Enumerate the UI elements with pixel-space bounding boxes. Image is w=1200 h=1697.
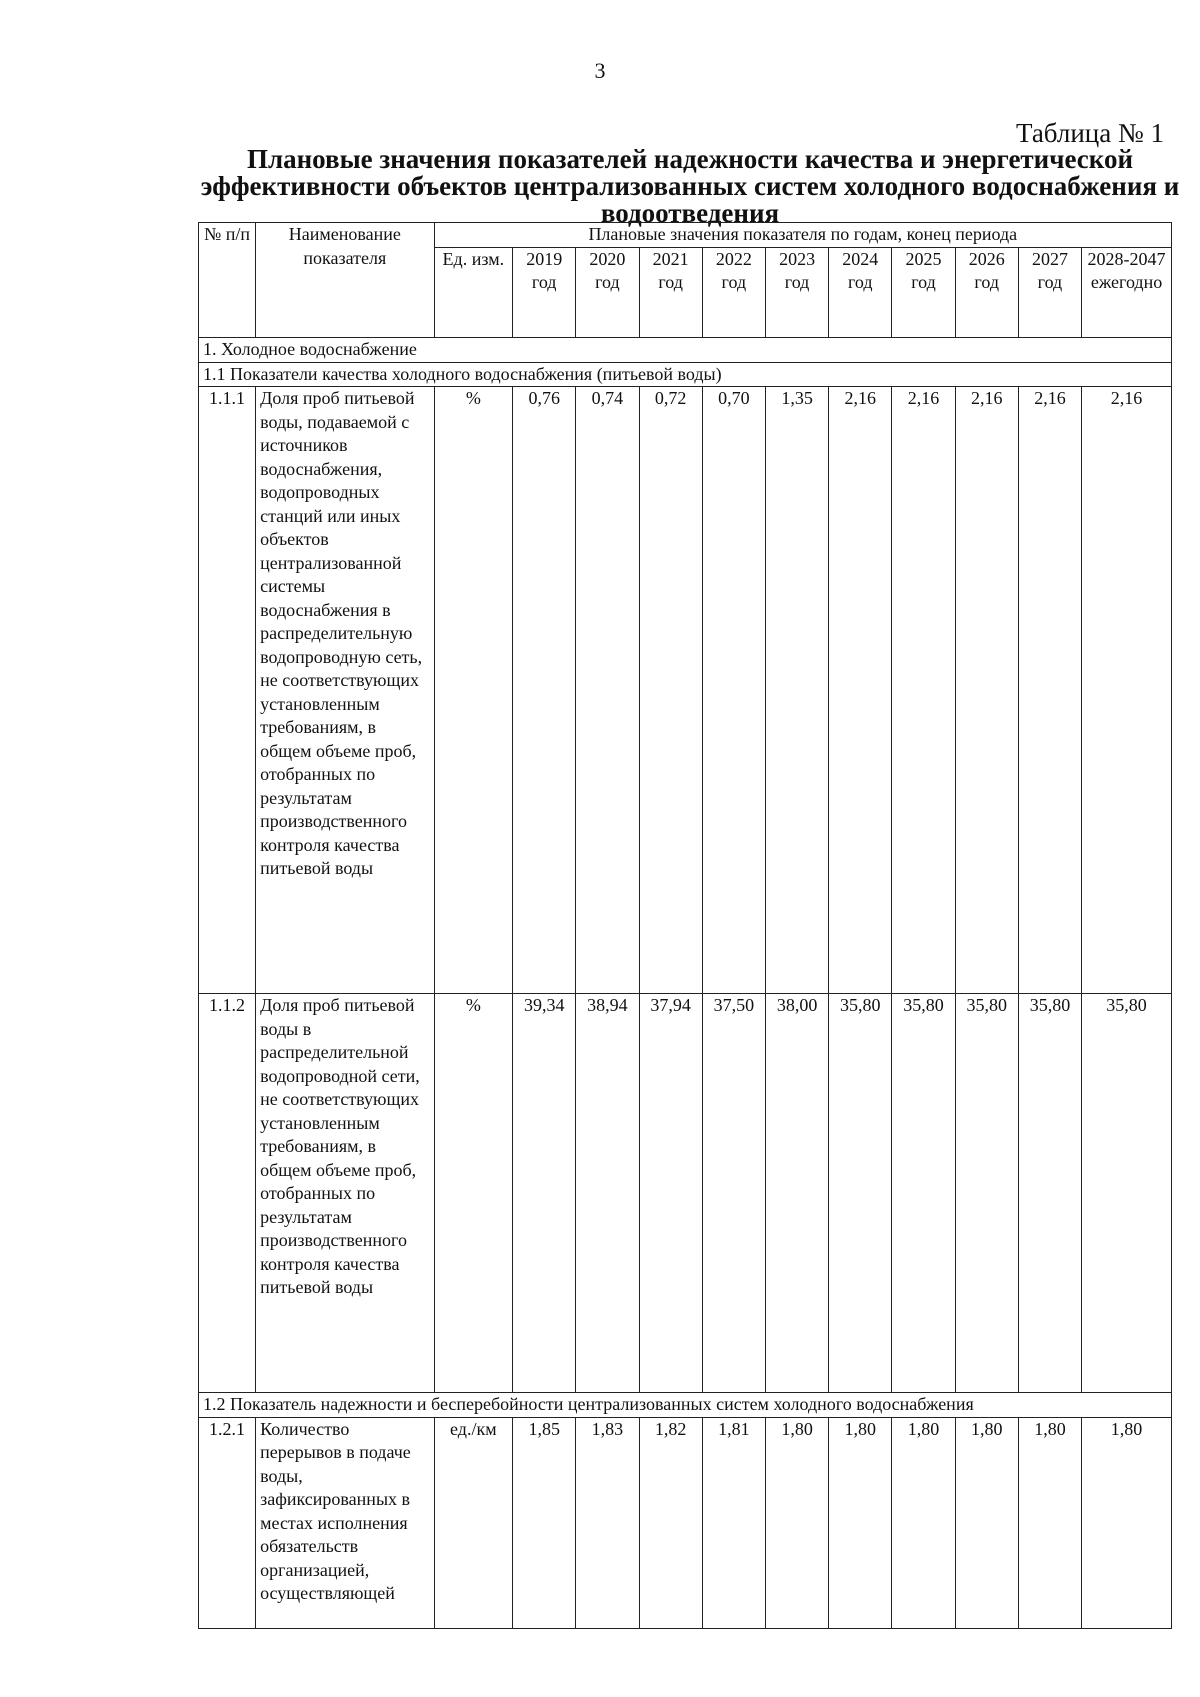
header-year: 2020 год: [576, 247, 639, 338]
table-row: [199, 1417, 1172, 1628]
row-value: 1,83: [576, 1417, 639, 1628]
header-year: 2028-2047 ежегодно: [1082, 247, 1172, 338]
section-title: 1.1 Показатели качества холодного водоснабжения (питьевой воды): [199, 362, 1172, 387]
row-value: 39,34: [513, 994, 576, 1393]
row-num: 1.2.1: [199, 1417, 256, 1628]
page-number: 3: [594, 58, 606, 83]
row-value: 1,80: [765, 1417, 828, 1628]
section-title: 1.2 Показатель надежности и бесперебойности централизованных систем холодного водоснабжения: [199, 1393, 1172, 1418]
row-value: 35,80: [1018, 994, 1081, 1393]
table-row: [199, 994, 1172, 1393]
row-name: Доля проб питьевой воды в распределительной водопроводной сети, не соответствующих установленным требованиям, в общем объеме проб, отобранных по результатам производственного контроля качества питьевой воды: [256, 994, 434, 1393]
row-name: Количество перерывов в подаче воды, зафиксированных в местах исполнения обязательств организацией, осуществляющей: [256, 1417, 434, 1628]
table-label: Таблица № 1: [1016, 118, 1164, 148]
row-num: 1.1.2: [199, 994, 256, 1393]
header-year: 2023 год: [765, 247, 828, 338]
row-value: 2,16: [1082, 387, 1172, 994]
row-value: 0,70: [702, 387, 765, 994]
row-unit: %: [434, 387, 513, 994]
row-value: 2,16: [892, 387, 955, 994]
row-value: 0,76: [513, 387, 576, 994]
header-year: 2027 год: [1018, 247, 1081, 338]
row-value: 1,35: [765, 387, 828, 994]
header-year: 2019 год: [513, 247, 576, 338]
row-value: 2,16: [955, 387, 1018, 994]
header-num: № п/п: [199, 223, 256, 338]
row-value: 35,80: [955, 994, 1018, 1393]
row-value: 1,81: [702, 1417, 765, 1628]
row-value: 1,80: [892, 1417, 955, 1628]
row-value: 1,80: [955, 1417, 1018, 1628]
row-value: 38,94: [576, 994, 639, 1393]
section-row: [199, 338, 1172, 363]
row-value: 1,80: [1082, 1417, 1172, 1628]
row-unit: %: [434, 994, 513, 1393]
section-row: [199, 1393, 1172, 1418]
row-value: 37,94: [639, 994, 702, 1393]
row-value: 2,16: [829, 387, 892, 994]
header-unit: Ед. изм.: [434, 247, 513, 338]
row-value: 37,50: [702, 994, 765, 1393]
row-value: 35,80: [829, 994, 892, 1393]
row-value: 1,82: [639, 1417, 702, 1628]
row-value: 1,80: [829, 1417, 892, 1628]
row-name: Доля проб питьевой воды, подаваемой с источников водоснабжения, водопроводных станций или иных объектов централизованной системы водоснабжения в распределительную водопроводную сеть, не соответствующих установленным требованиям, в общем объеме проб, отобранных по результатам производственного контроля качества питьевой воды: [256, 387, 434, 994]
row-num: 1.1.1: [199, 387, 256, 994]
row-value: 2,16: [1018, 387, 1081, 994]
header-year: 2024 год: [829, 247, 892, 338]
header-year: 2025 год: [892, 247, 955, 338]
section-title: 1. Холодное водоснабжение: [199, 338, 1172, 363]
header-name: Наименование показателя: [256, 223, 434, 338]
document-title: Плановые значения показателей надежности качества и энергетической эффективности объектов централизованных систем холодного водоснабжения и водоотведения: [200, 144, 1180, 228]
header-year: 2022 год: [702, 247, 765, 338]
indicators-table: [198, 222, 1172, 1629]
row-value: 0,72: [639, 387, 702, 994]
row-value: 38,00: [765, 994, 828, 1393]
header-row-group: [199, 223, 1172, 248]
table-row: [199, 387, 1172, 994]
row-value: 35,80: [892, 994, 955, 1393]
row-value: 1,80: [1018, 1417, 1081, 1628]
header-year: 2026 год: [955, 247, 1018, 338]
header-year: 2021 год: [639, 247, 702, 338]
row-value: 1,85: [513, 1417, 576, 1628]
header-group: Плановые значения показателя по годам, конец периода: [434, 223, 1171, 248]
row-value: 35,80: [1082, 994, 1172, 1393]
section-row: [199, 362, 1172, 387]
row-value: 0,74: [576, 387, 639, 994]
row-unit: ед./км: [434, 1417, 513, 1628]
